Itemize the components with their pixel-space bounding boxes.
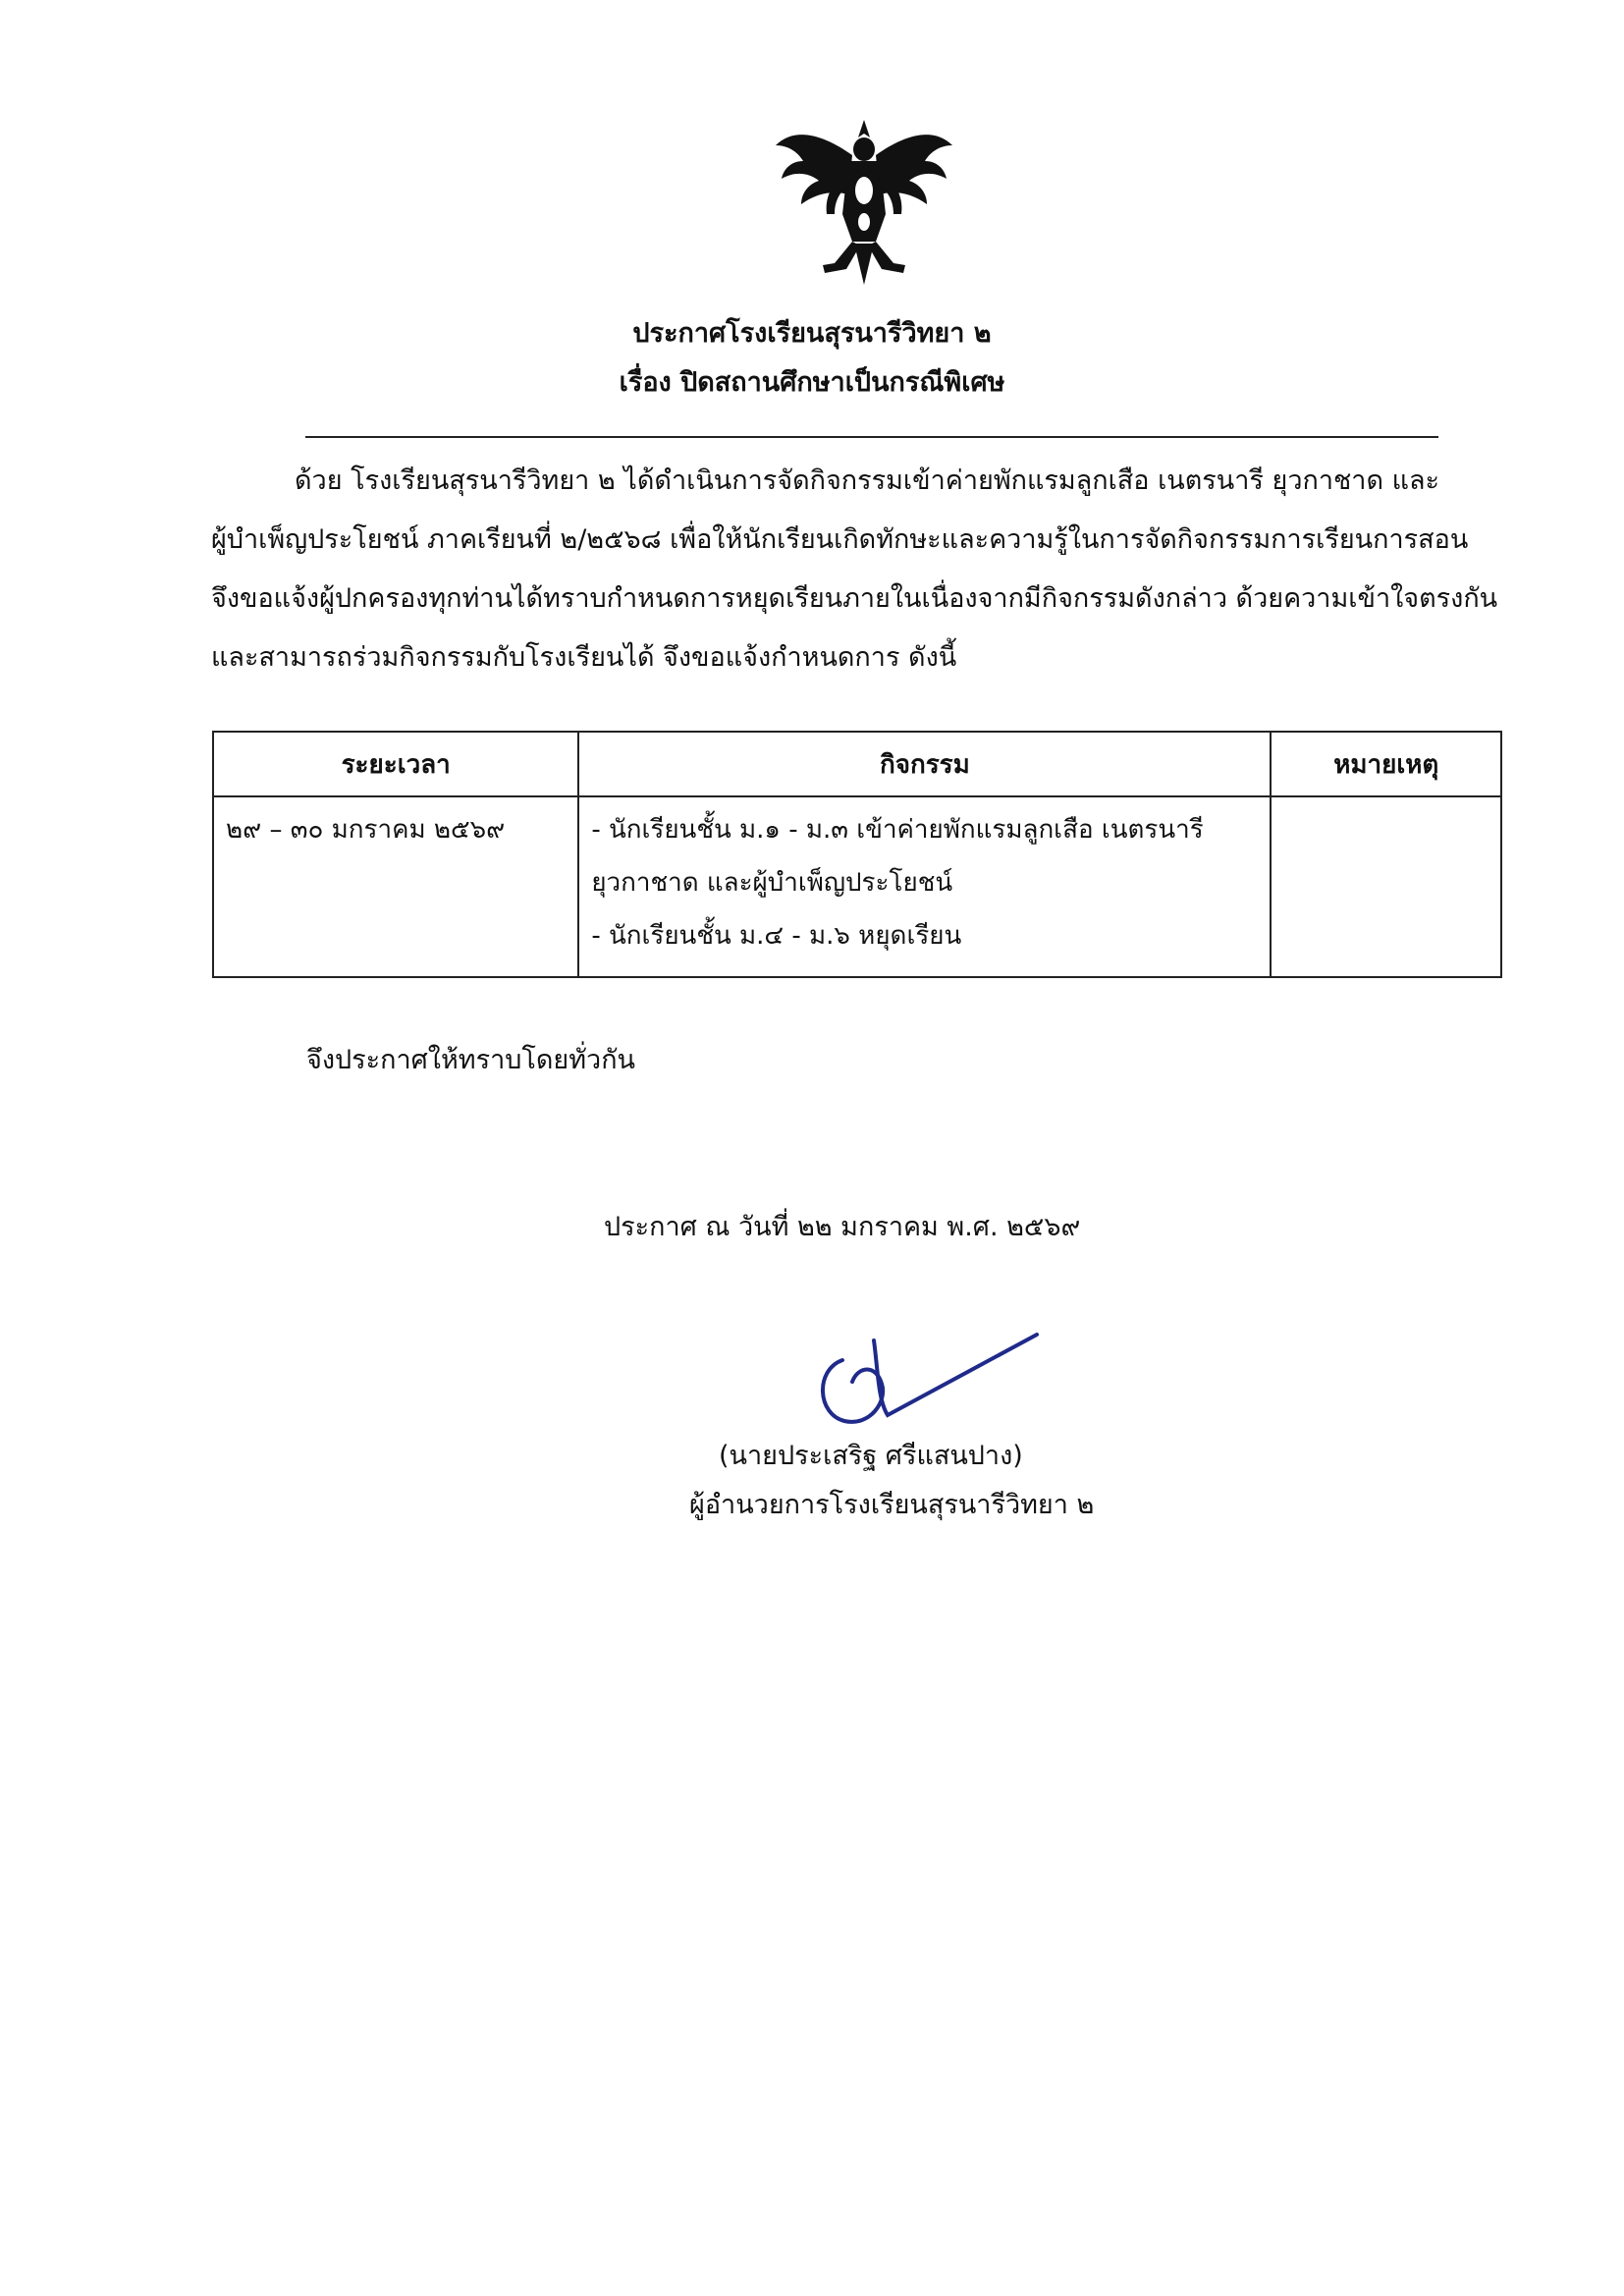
signer-position: ผู้อำนวยการโรงเรียนสุรนารีวิทยา ๒ [689,1490,1095,1520]
body-line-2: ผู้บำเพ็ญประโยชน์ ภาคเรียนที่ ๒/๒๕๖๘ เพื่อให้นักเรียนเกิดทักษะและความรู้ในการจัดกิจกรรมการเรียนการสอน [211,524,1469,555]
activity-line-1: - นักเรียนชั้น ม.๑ - ม.๓ เข้าค่ายพักแรมลูกเสือ เนตรนารี [591,815,1204,845]
table-row [213,796,1501,977]
activity-line-2: ยุวกาชาด และผู้บำเพ็ญประโยชน์ [591,868,953,898]
handwritten-signature [805,1321,1051,1439]
header-note: หมายเหตุ [1271,732,1501,796]
schedule-table [212,731,1502,978]
body-line-1: ด้วย โรงเรียนสุรนารีวิทยา ๒ ได้ดำเนินการจัดกิจกรรมเข้าค่ายพักแรมลูกเสือ เนตรนารี ยุวกาชาด และ [295,465,1440,496]
header-period: ระยะเวลา [213,732,578,796]
cell-note [1271,796,1501,977]
announcement-subject: เรื่อง ปิดสถานศึกษาเป็นกรณีพิเศษ [619,367,1005,398]
activity-line-3: - นักเรียนชั้น ม.๔ - ม.๖ หยุดเรียน [591,921,962,951]
announcement-date: ประกาศ ณ วันที่ ๒๒ มกราคม พ.ศ. ๒๕๖๙ [604,1212,1081,1242]
body-line-3: จึงขอแจ้งผู้ปกครองทุกท่านได้ทราบกำหนดการหยุดเรียนภายในเนื่องจากมีกิจกรรมดังกล่าว ด้วยความเข้าใจตรงกัน [211,583,1498,614]
announcement-title: ประกาศโรงเรียนสุรนารีวิทยา ๒ [632,318,992,349]
garuda-emblem-icon [766,116,962,288]
header-activity: กิจกรรม [578,732,1271,796]
cell-activity [578,796,1271,977]
body-line-4: และสามารถร่วมกิจกรรมกับโรงเรียนได้ จึงขอแจ้งกำหนดการ ดังนี้ [211,642,957,673]
table-header-row [213,732,1501,796]
closing-statement: จึงประกาศให้ทราบโดยทั่วกัน [306,1045,635,1075]
cell-period: ๒๙ – ๓๐ มกราคม ๒๕๖๙ [213,796,578,977]
title-divider [305,436,1438,438]
signer-name: (นายประเสริฐ ศรีแสนปาง) [719,1441,1023,1471]
